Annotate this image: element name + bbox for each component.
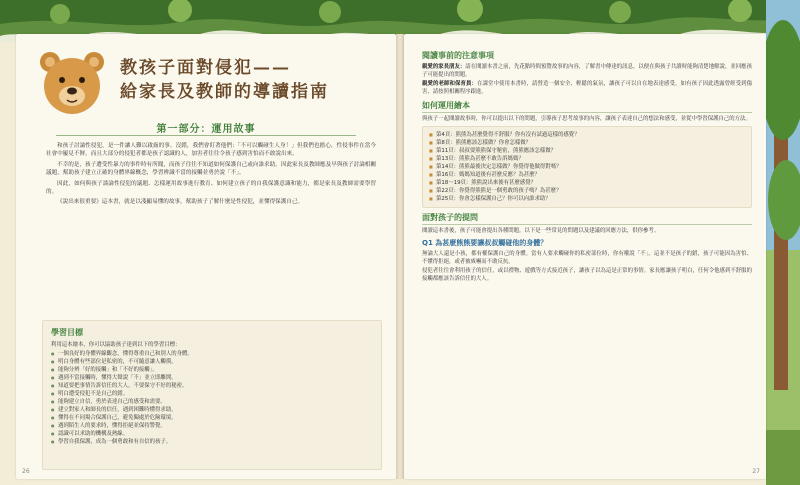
part-one-heading: 第一部分：運用故事 [156, 124, 256, 135]
goal-item: ● 知道要把事情告訴信任的大人，不要保守不好的秘密。 [51, 382, 373, 390]
notes-text: 請在閱讀本書之前，先花點時間預覽故事的內容，了解書中傳達的訊息，以便在與孩子共讀時能夠清楚地解說，並回應孩子可能提出的問題。 [422, 64, 752, 78]
book-gutter [396, 34, 404, 479]
goal-item: ● 遇到陌生人的要求時，懂得拒絕並保持警覺。 [51, 422, 373, 430]
page-question-item: ■ 第22頁：你覺得熊熊是一個勇敢的孩子嗎？為甚麼？ [429, 187, 745, 195]
bear-illustration [36, 46, 108, 118]
book-spread [0, 34, 800, 485]
heading-divider [56, 135, 356, 136]
page-questions-box [422, 126, 752, 208]
title-line-1: 教孩子面對侵犯—— [120, 58, 291, 78]
page-question-item: ■ 第8頁：熊熊應該怎樣做？你會怎樣做？ [429, 139, 745, 147]
learning-goals-box [42, 320, 382, 470]
answer-paragraph: 侵犯者往往會利用孩子的信任，或以禮物、遊戲等方式接近孩子，讓孩子以為這是正常的事情。家長應讓孩子明白，任何令他感到不舒服的接觸都應該告訴信任的大人。 [422, 268, 752, 282]
page-question-item: ■ 第16頁：媽媽知道後有甚麼反應？為甚麼？ [429, 171, 745, 179]
page-question-item: ■ 第25頁：你會怎樣保護自己？你可以向誰求助？ [429, 195, 745, 203]
left-page [16, 34, 396, 479]
questions-paragraph: 閱讀這本書後，孩子可能會提出各種問題。以下是一些常見的問題以及建議的回應方法，供你參考。 [422, 228, 660, 234]
right-page [404, 34, 766, 479]
notes-paragraph [422, 63, 752, 79]
intro-paragraph: 和孩子討論性侵犯，是一件讓人難以啟齒的事。沒錯，我們會盯著他們：「不可以觸碰生人身！」但我們也擔心，性侵事件在當今社會中屢見不鮮，而且大部分的侵犯者都是孩子認識的人，加害者往往令孩子感到害怕而不敢說出來。 [46, 143, 376, 158]
goal-item: ● 能夠建立自信，勇於表達自己的感受和需要。 [51, 398, 373, 406]
section-heading-questions: 面對孩子的提問 [422, 212, 752, 225]
how-to-use-paragraph: 與孩子一起閱讀故事時，你可以提出以下的問題，引導孩子思考故事的內容，讓孩子表達自己的想法和感受，並從中學習保護自己的方法。 [422, 116, 751, 122]
page-question-item: ■ 第14頁：熊熊最後決定怎樣做？你覺得他做得對嗎？ [429, 163, 745, 171]
goal-item: ● 建立對家人和師長的信任，遇到困難時懂得求助。 [51, 406, 373, 414]
goal-item: ● 認識可以求助的機構及熱線。 [51, 430, 373, 438]
notes-paragraph [422, 80, 752, 96]
question-one-heading: Q1 為甚麼熊熊要讓叔叔觸碰他的身體？ [422, 239, 548, 247]
right-column [422, 46, 752, 284]
goal-item: ● 學習自我保護，成為一個勇敢和有自信的孩子。 [51, 438, 373, 446]
page-number-right: 27 [752, 468, 760, 475]
goal-item: ● 明白遭受侵犯不是自己的錯。 [51, 390, 373, 398]
goal-item: ● 懂得在不同場合保護自己，避免獨處於危險環境。 [51, 414, 373, 422]
goal-item: ● 遇到不當接觸時，懂得大聲說「不」並立即離開。 [51, 374, 373, 382]
intro-text [46, 142, 376, 209]
goal-item: ● 一個良好的身體界線觀念，懂得尊重自己和別人的身體。 [51, 350, 373, 358]
intro-paragraph: 《說出來很重要》這本書，就是以淺顯易懂的故事，幫助孩子了解什麼是性侵犯，並懂得保護自己。 [57, 199, 304, 206]
notes-text: 在課堂中使用本書時，請營造一個安全、輕鬆的氣氛，讓孩子可以自在地表達感受，如有孩子因此透露曾經受到傷害，請按照相關程序跟進。 [422, 81, 752, 95]
notes-label: 親愛的家長朋友： [422, 64, 466, 70]
intro-paragraph: 因此，如何與孩子談論性侵犯的議題、怎樣運用故事進行教育、如何建立孩子的自我保護意識和能力，都是家長及教師需要學習的。 [46, 180, 376, 196]
page-question-item: ■ 第13頁：熊熊為甚麼不敢告訴媽媽？ [429, 155, 745, 163]
page-question-item: ■ 第18～19頁：熊熊說出來後有甚麼感覺？ [429, 179, 745, 187]
page-question-item: ■ 第11頁：叔叔要熊熊保守秘密，熊熊應該怎樣做？ [429, 147, 745, 155]
learning-goals-title: 學習目標 [51, 328, 83, 337]
answer-paragraph: 無論大人還是小孩，都有權保護自己的身體。當有人要求觸碰你的私密部位時，你有權說「不」。這並不是孩子的錯，孩子可能因為害怕、不懂得拒絕，或者被威嚇而不敢反抗。 [422, 251, 752, 265]
section-heading-notes: 閱讀事前的注意事項 [422, 51, 494, 60]
page-number-left: 26 [22, 468, 30, 475]
notes-label: 親愛的老師和保育員： [422, 81, 478, 87]
goal-item: ● 明白身體有些部位是私密的，不可隨意讓人觸摸。 [51, 358, 373, 366]
title-line-2: 給家長及教師的導讀指南 [120, 82, 329, 102]
guide-title [120, 56, 380, 104]
intro-paragraph: 不幸的是，孩子遭受性暴力的事件時有所聞，而孩子往往不知道如何保護自己或向誰求助。因此家長及教師應及早與孩子討論相關議題，幫助孩子建立正確的身體界線概念，學習辨識不當的接觸並勇於說「不」。 [46, 161, 376, 177]
section-heading-how-to-use: 如何運用繪本 [422, 100, 752, 113]
page-question-item: ■ 第4頁：熊熊為甚麼覺得不舒服？你有沒有試過這樣的感覺？ [429, 131, 745, 139]
learning-goals-intro: 利用這本繪本，你可以協助孩子達到以下的學習目標： [51, 342, 181, 348]
goal-item: ● 能夠分辨「好的接觸」和「不好的接觸」。 [51, 366, 373, 374]
